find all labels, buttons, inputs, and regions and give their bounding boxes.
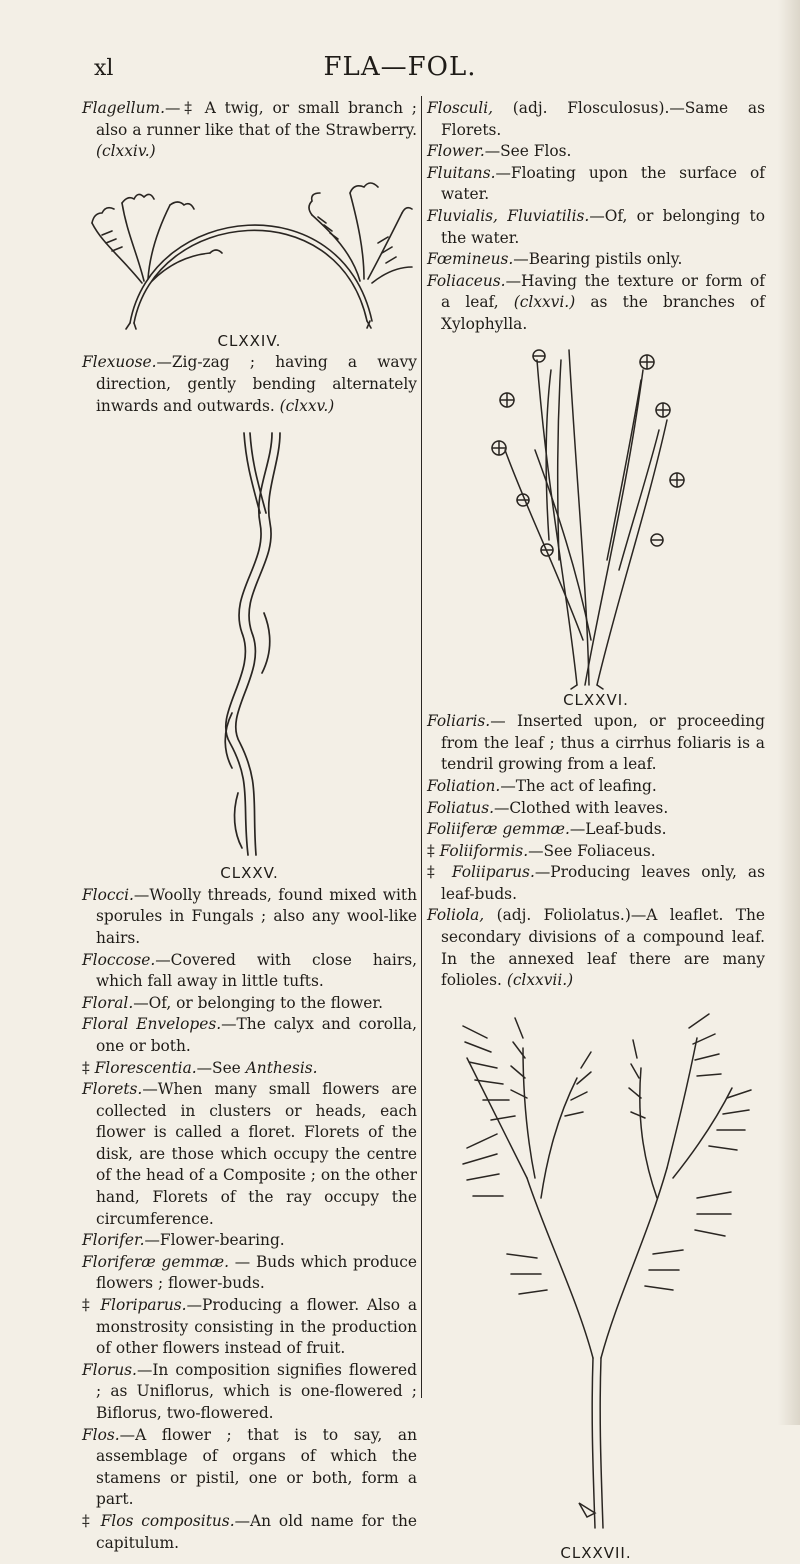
entry-term: Foliation. (427, 776, 501, 795)
entry-floriferae-gemmae: Floriferæ gemmæ. — Buds which produce flowers ; flower-buds. (82, 1252, 417, 1293)
figure-clxxv (82, 423, 417, 885)
entry-foliiformis: ‡ Foliiformis.—See Foliaceus. (427, 841, 656, 860)
figure-caption: CLXXVII. (560, 1543, 632, 1562)
right-column (427, 98, 765, 1564)
entry-term: Fœmineus. (427, 250, 514, 269)
page-edge-shadow (778, 0, 800, 1425)
entry-term: Florescentia. (94, 1058, 197, 1077)
entry-flosculi: Flosculi, (adj. Flosculosus).—Same as Florets. (427, 99, 765, 139)
entry-foliaris: Foliaris.— Inserted upon, or proceeding from the leaf ; thus a cirrhus foliaris is a tendril growing from a leaf. (427, 712, 765, 774)
figure-clxxvii (427, 998, 765, 1564)
figure-clxxvi (427, 340, 765, 712)
entry-term: Foliiformis. (439, 841, 529, 860)
strawberry-runner-illustration (82, 163, 417, 331)
entry-flocci: Flocci.—Woolly threads, found mixed with sporules in Fungals ; also any wool-like hairs. (82, 885, 417, 947)
entry-florescentia: ‡ Florescentia.—See Anthesis. (82, 1058, 318, 1077)
entry-foliiparus: ‡ Foliiparus.—Producing leaves only, as leaf-buds. (427, 863, 765, 903)
entry-foemineus: Fœmineus.—Bearing pistils only. (427, 250, 683, 269)
entry-term: Flower. (427, 142, 485, 161)
entry-term: Floriparus. (100, 1296, 187, 1315)
figure-reference: (clxxvi.) (513, 293, 576, 312)
entry-term: Floral Envelopes. (82, 1015, 222, 1034)
entry-term: Foliola, (427, 906, 485, 925)
entry-flagellum: Flagellum.—‡ A twig, or small branch ; also a runner like that of the Strawberry. (clxxiv.) (82, 99, 417, 161)
column-divider (421, 96, 422, 1398)
figure-reference: (clxxiv.) (96, 142, 156, 161)
entry-flexuose: Flexuose.—Zig-zag ; having a wavy direction, gently bending alternately inwards and outwards. (clxxv.) (82, 353, 417, 415)
figure-caption: CLXXV. (220, 864, 279, 883)
entry-term: Foliiferæ gemmæ. (427, 820, 570, 839)
flexuose-stem-illustration (82, 423, 417, 863)
entry-fluvialis: Fluvialis, Fluviatilis.—Of, or belonging to the water. (427, 206, 765, 247)
entry-foliaceus: Foliaceus.—Having the texture or form of a leaf, (clxxvi.) as the branches of Xylophylla. (427, 271, 765, 333)
figure-reference: (clxxv.) (279, 396, 335, 415)
entry-term: Flosculi, (427, 99, 494, 117)
cross-reference: Anthesis. (245, 1058, 318, 1077)
entry-flower: Flower.—See Flos. (427, 142, 572, 161)
left-column (82, 98, 417, 1554)
entry-floriparus: ‡ Floriparus.—Producing a flower. Also a monstrosity consisting in the production of other flowers instead of fruit. (82, 1296, 417, 1358)
page-header (0, 52, 800, 82)
figure-caption: CLXXVI. (563, 690, 629, 709)
figure-reference: (clxxvii.) (506, 971, 574, 990)
entry-term: Florus. (82, 1360, 137, 1379)
figure-caption: CLXXIV. (217, 331, 282, 350)
xylophylla-branch-illustration (427, 340, 765, 690)
entry-florifer: Florifer.—Flower-bearing. (82, 1231, 285, 1250)
entry-foliola: Foliola, (adj. Foliolatus.)—A leaflet. The secondary divisions of a compound leaf. In the annexed leaf there are many folioles. (clxxvii.) (427, 906, 765, 990)
running-head: FLA—FOL. (323, 52, 477, 82)
entry-florus: Florus.—In composition signifies flowered ; as Uniflorus, which is one-flowered ; Biflorus, two-flowered. (82, 1360, 417, 1422)
entry-foliiferae-gemmae: Foliiferæ gemmæ.—Leaf-buds. (427, 820, 667, 839)
entry-floccose: Floccose.—Covered with close hairs, which fall away in little tufts. (82, 950, 417, 991)
entry-term: Flos. (82, 1425, 120, 1444)
entry-term: Floral. (82, 993, 134, 1012)
entry-floral-envelopes: Floral Envelopes.—The calyx and corolla, one or both. (82, 1015, 417, 1055)
entry-foliatus: Foliatus.—Clothed with leaves. (427, 798, 669, 817)
entry-term: Foliiparus. (451, 863, 535, 882)
entry-term: Flocci. (82, 885, 134, 904)
entry-term: Florets. (82, 1080, 143, 1099)
entry-term: Flos compositus. (100, 1511, 235, 1530)
entry-term: Florifer. (82, 1231, 145, 1250)
entry-term: Foliatus. (427, 798, 495, 817)
page-number: xl (94, 56, 114, 81)
entry-flos: Flos.—A flower ; that is to say, an assemblage of organs of which the stamens or pistil, one or both, form a part. (82, 1425, 417, 1509)
entry-flos-compositus: ‡ Flos compositus.—An old name for the capitulum. (82, 1511, 418, 1552)
entry-florets: Florets.—When many small flowers are collected in clusters or heads, each flower is called a floret. Florets of the disk, are those which occupy the centre of the head of a Composite ; on the other hand, Florets of the ray occupy the circumference. (82, 1080, 417, 1228)
entry-term: Fluitans. (427, 163, 496, 182)
entry-fluitans: Fluitans.—Floating upon the surface of water. (427, 163, 765, 204)
entry-term: Fluvialis, Fluviatilis. (427, 206, 590, 225)
entry-term: Foliaceus. (427, 271, 506, 290)
entry-floral: Floral.—Of, or belonging to the flower. (82, 993, 383, 1012)
entry-term: Floriferæ gemmæ. (82, 1252, 230, 1271)
entry-term: Foliaris. (427, 712, 491, 731)
entry-foliation: Foliation.—The act of leafing. (427, 776, 657, 795)
compound-leaf-illustration (427, 998, 765, 1543)
figure-clxxiv (82, 163, 417, 353)
entry-term: Flexuose. (82, 353, 157, 372)
entry-term: Floccose. (82, 950, 156, 969)
entry-term: Flagellum. (82, 99, 165, 117)
